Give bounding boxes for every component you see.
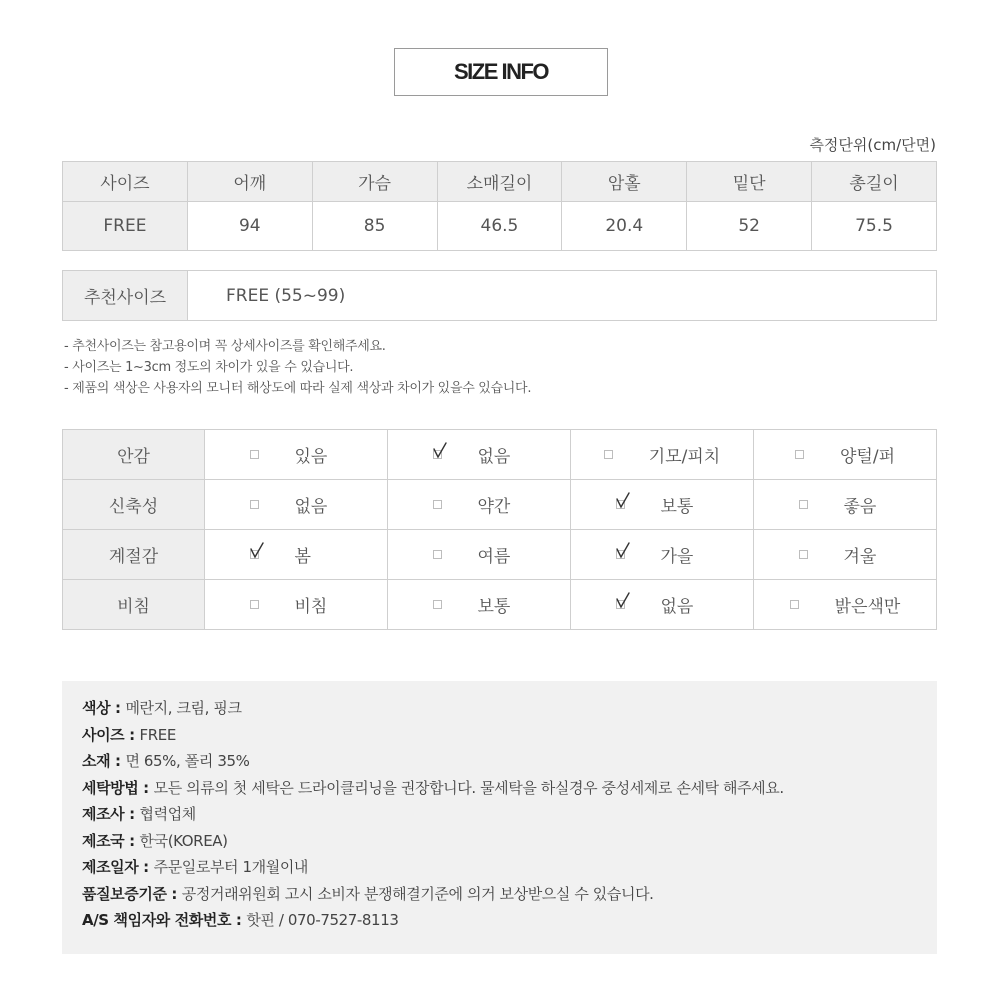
feel-option-cell xyxy=(205,580,388,630)
product-info-value: 협력업체 xyxy=(139,805,196,823)
size-value-cell: 46.5 xyxy=(437,202,562,251)
size-header-cell: 밑단 xyxy=(687,162,812,202)
feel-option-cell xyxy=(571,580,754,630)
feel-option-cell xyxy=(388,480,571,530)
checkbox-icon[interactable] xyxy=(433,500,442,509)
feel-option-cell xyxy=(571,530,754,580)
product-info-row xyxy=(82,722,784,749)
feel-option-cell xyxy=(205,430,388,480)
feel-option-label: 비침 xyxy=(294,597,328,617)
checkbox-icon[interactable] xyxy=(433,550,442,559)
feel-option-cell xyxy=(754,580,937,630)
feel-row xyxy=(63,430,937,480)
feel-option[interactable] xyxy=(571,480,753,529)
feel-option[interactable] xyxy=(754,480,936,529)
product-info-box xyxy=(62,681,937,954)
feel-option[interactable] xyxy=(388,430,570,479)
feel-option-cell xyxy=(754,530,937,580)
size-value-cell: 20.4 xyxy=(562,202,687,251)
product-info-row xyxy=(82,881,784,908)
size-notes xyxy=(64,336,531,399)
product-info-value: 주문일로부터 1개월이내 xyxy=(153,858,309,876)
feel-row-label: 신축성 xyxy=(63,480,205,530)
feel-option-label: 보통 xyxy=(477,597,511,617)
product-info-key: 소재 : xyxy=(82,752,126,770)
product-info-key: 색상 : xyxy=(82,699,126,717)
feel-option-label: 여름 xyxy=(477,547,511,567)
size-header-cell: 가슴 xyxy=(312,162,437,202)
feel-option-label: 보통 xyxy=(660,497,694,517)
product-info-key: 세탁방법 : xyxy=(82,778,154,797)
product-info-row xyxy=(82,907,784,934)
product-info-value: 핫핀 / 070-7527-8113 xyxy=(246,911,399,929)
product-info-value: 한국(KOREA) xyxy=(139,831,228,850)
feel-option[interactable] xyxy=(388,480,570,529)
feel-option[interactable] xyxy=(205,430,387,479)
recommend-row xyxy=(63,271,937,321)
feel-option-cell xyxy=(205,530,388,580)
product-info-value: FREE xyxy=(139,725,176,744)
product-info-key: 품질보증기준 : xyxy=(82,884,182,903)
feel-option[interactable] xyxy=(754,530,936,579)
product-info-row xyxy=(82,695,784,722)
feel-option-cell xyxy=(388,530,571,580)
checkmark-icon xyxy=(249,540,271,562)
size-info-title: SIZE INFO xyxy=(394,48,608,96)
feel-row xyxy=(63,530,937,580)
feel-option-cell xyxy=(571,430,754,480)
product-info-row xyxy=(82,801,784,828)
product-info-key: 제조국 : xyxy=(82,831,140,850)
feel-option-label: 있음 xyxy=(294,447,328,467)
recommend-label: 추천사이즈 xyxy=(63,271,188,321)
feel-option-cell xyxy=(571,480,754,530)
feel-row xyxy=(63,580,937,630)
feel-option-label: 없음 xyxy=(477,447,511,467)
product-info-value: 면 65%, 폴리 35% xyxy=(125,752,250,770)
feel-option-cell xyxy=(754,430,937,480)
feel-option[interactable] xyxy=(388,530,570,579)
feel-option-label: 밝은색만 xyxy=(834,597,901,617)
feel-option-label: 양털/퍼 xyxy=(840,447,895,467)
checkbox-icon[interactable] xyxy=(604,450,613,459)
product-info-row xyxy=(82,828,784,855)
checkmark-icon xyxy=(432,440,454,462)
checkmark-icon xyxy=(615,590,637,612)
feel-option[interactable] xyxy=(205,480,387,529)
checkbox-icon[interactable] xyxy=(250,600,259,609)
feel-option[interactable] xyxy=(571,580,753,629)
checkbox-icon[interactable] xyxy=(433,600,442,609)
checkbox-icon[interactable] xyxy=(795,450,804,459)
size-value-cell: FREE xyxy=(63,202,188,251)
size-table-header-row xyxy=(63,162,937,202)
feel-option-label: 없음 xyxy=(294,497,328,517)
product-info-value: 모든 의류의 첫 세탁은 드라이클리닝을 권장합니다. 물세탁을 하실경우 중성세제로 손세탁 해주세요. xyxy=(153,778,784,797)
product-info-key: 사이즈 : xyxy=(82,725,140,744)
checkbox-icon[interactable] xyxy=(250,500,259,509)
product-info-row xyxy=(82,748,784,775)
size-value-cell: 52 xyxy=(687,202,812,251)
feel-option-cell xyxy=(388,430,571,480)
size-value-cell: 94 xyxy=(187,202,312,251)
size-header-cell: 어깨 xyxy=(187,162,312,202)
unit-note: 측정단위(cm/단면) xyxy=(809,136,936,154)
note-line: - 제품의 색상은 사용자의 모니터 해상도에 따라 실제 색상과 차이가 있을수 있습니다. xyxy=(64,381,532,396)
feel-option-label: 봄 xyxy=(294,547,311,567)
checkmark-icon xyxy=(615,540,637,562)
feel-option-cell xyxy=(205,480,388,530)
product-info-value: 메란지, 크림, 핑크 xyxy=(125,699,242,717)
size-value-cell: 85 xyxy=(312,202,437,251)
feel-row xyxy=(63,480,937,530)
feel-row-label: 계절감 xyxy=(63,530,205,580)
product-info-key: 제조일자 : xyxy=(82,858,154,876)
feel-option-label: 좋음 xyxy=(843,497,877,517)
checkbox-icon[interactable] xyxy=(250,450,259,459)
product-info-list xyxy=(82,695,784,934)
checkbox-icon[interactable] xyxy=(799,500,808,509)
feel-option-label: 기모/피치 xyxy=(648,447,721,467)
product-info-key: A/S 책임자와 전화번호 : xyxy=(82,911,247,929)
feel-option-label: 겨울 xyxy=(843,547,877,567)
feel-option[interactable] xyxy=(754,430,936,479)
product-info-value: 공정거래위원회 고시 소비자 분쟁해결기준에 의거 보상받으실 수 있습니다. xyxy=(181,884,654,903)
size-table-row xyxy=(63,202,937,251)
feel-option[interactable] xyxy=(754,580,936,629)
size-header-cell: 총길이 xyxy=(812,162,937,202)
feel-option[interactable] xyxy=(388,580,570,629)
product-info-key: 제조사 : xyxy=(82,805,140,823)
feel-option-cell xyxy=(754,480,937,530)
feel-option[interactable] xyxy=(571,530,753,579)
feel-option-label: 없음 xyxy=(660,597,694,617)
product-info-row xyxy=(82,775,784,802)
product-info-row xyxy=(82,854,784,881)
fabric-feel-table xyxy=(62,429,937,630)
size-table xyxy=(62,161,937,251)
size-header-cell: 사이즈 xyxy=(63,162,188,202)
checkbox-icon[interactable] xyxy=(799,550,808,559)
checkbox-icon[interactable] xyxy=(790,600,799,609)
feel-option[interactable] xyxy=(571,430,753,479)
feel-row-label: 비침 xyxy=(63,580,205,630)
size-header-cell: 암홀 xyxy=(562,162,687,202)
feel-option-cell xyxy=(388,580,571,630)
feel-row-label: 안감 xyxy=(63,430,205,480)
note-line: - 추천사이즈는 참고용이며 꼭 상세사이즈를 확인해주세요. xyxy=(64,339,386,354)
feel-option-label: 가을 xyxy=(660,547,694,567)
size-header-cell: 소매길이 xyxy=(437,162,562,202)
note-line: - 사이즈는 1~3cm 정도의 차이가 있을 수 있습니다. xyxy=(64,360,354,375)
recommend-value: FREE (55~99) xyxy=(188,271,937,321)
size-value-cell: 75.5 xyxy=(812,202,937,251)
recommend-size-table xyxy=(62,270,937,321)
checkmark-icon xyxy=(615,490,637,512)
feel-option[interactable] xyxy=(205,530,387,579)
feel-option-label: 약간 xyxy=(477,497,511,517)
feel-option[interactable] xyxy=(205,580,387,629)
